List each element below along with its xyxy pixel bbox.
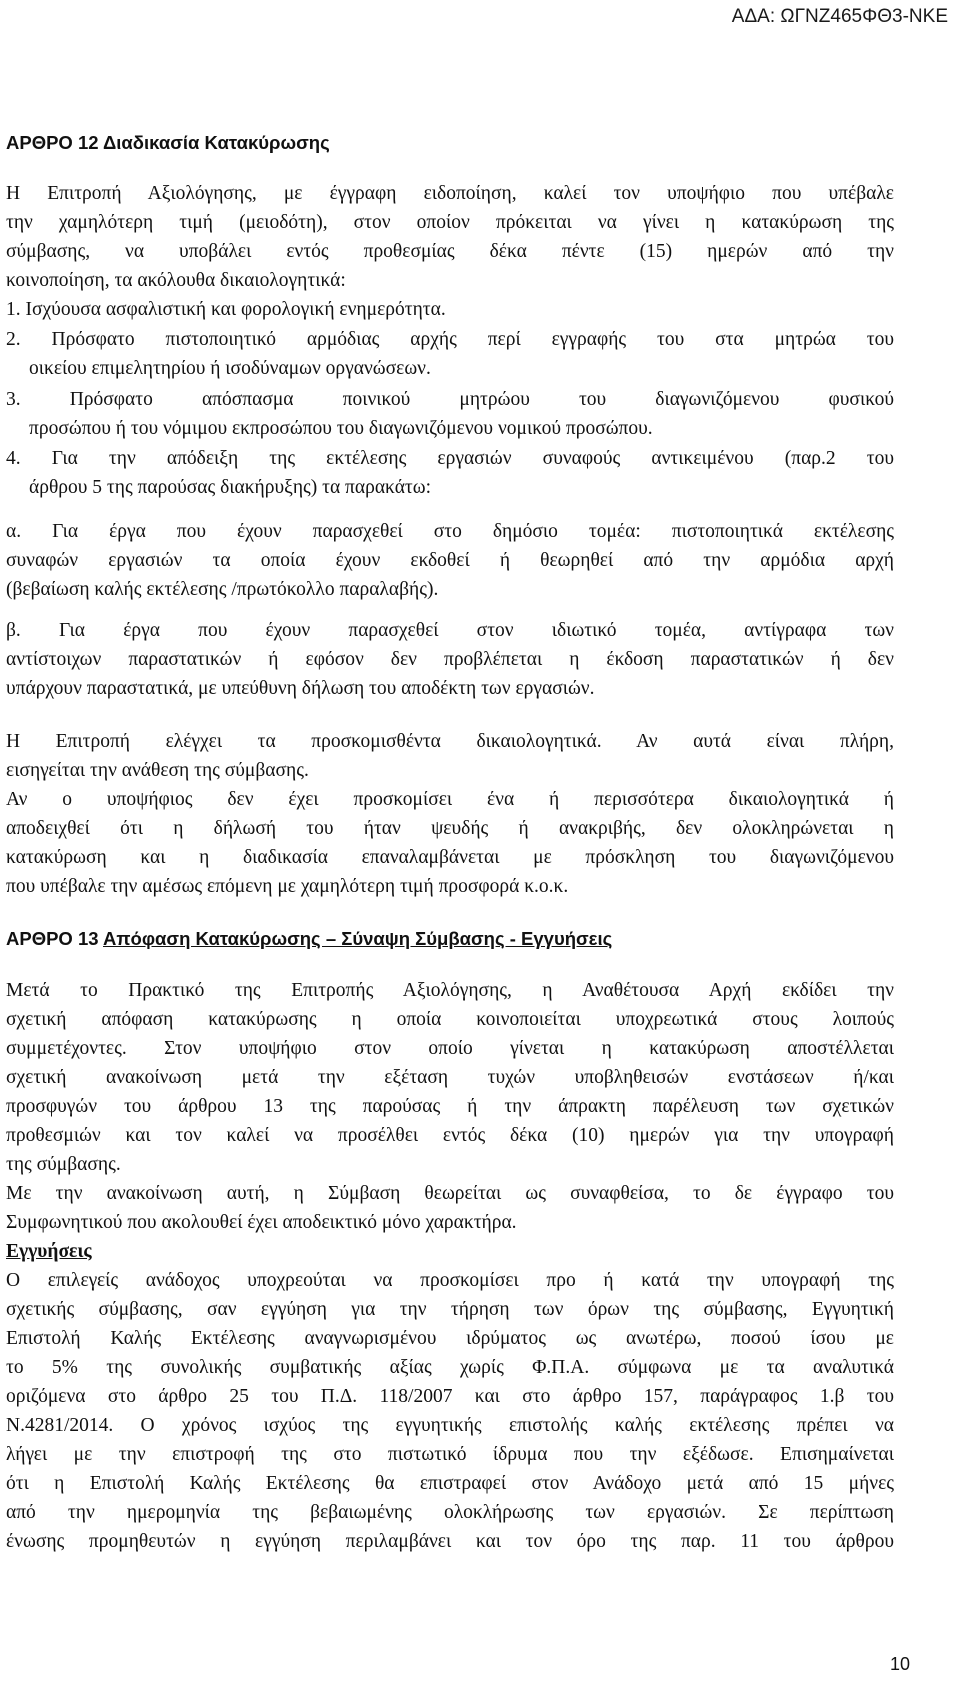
sub-item-a: (βεβαίωση καλής εκτέλεσης /πρωτόκολλο παραλαβής). xyxy=(6,579,439,600)
article-13-title-underlined: Απόφαση Κατακύρωσης – Σύναψη Σύμβασης - Εγγυήσεις xyxy=(103,928,613,949)
guarantees-line: Επιστολή Καλής Εκτέλεσης αναγνωρισμένου ιδρύματος ως ανωτέρω, ποσού ίσου με xyxy=(6,1328,894,1349)
check-paragraph: εισηγείται την ανάθεση της σύμβασης. xyxy=(6,760,309,781)
sub-item-a: συναφών εργασιών τα οποία έχουν εκδοθεί ή θεωρηθεί από την αρμόδια αρχή xyxy=(6,550,894,571)
article-13-body: συμμετέχοντες. Στον υποψήφιο στον οποίο γίνεται η κατακύρωση αποστέλλεται xyxy=(6,1038,894,1059)
guarantees-line: ένωσης προμηθευτών η εγγύηση περιλαμβάνει και τον όρο της παρ. 11 του άρθρου xyxy=(6,1531,894,1552)
list-item-1: 1. Ισχύουσα ασφαλιστική και φορολογική ενημερότητα. xyxy=(6,299,446,320)
sub-item-b: αντίστοιχων παραστατικών ή εφόσον δεν προβλέπεται η έκδοση παραστατικών ή δεν xyxy=(6,649,894,670)
article-13-body: σχετική απόφαση κατακύρωσης η οποία κοινοποιείται υποχρεωτικά στους λοιπούς xyxy=(6,1009,894,1030)
check-paragraph: Αν ο υποψήφιος δεν έχει προσκομίσει ένα ή περισσότερα δικαιολογητικά ή xyxy=(6,789,894,810)
check-paragraph: κατακύρωση και η διαδικασία επαναλαμβάνεται με πρόσκληση του διαγωνιζόμενου xyxy=(6,847,894,868)
list-item-2-cont: οικείου επιμελητηρίου ή ισοδύναμων οργανώσεων. xyxy=(29,358,431,379)
guarantees-line: λήγει με την επιστροφή της στο πιστωτικό ίδρυμα που την εξέδωσε. Επισημαίνεται xyxy=(6,1444,894,1465)
guarantees-line: από την ημερομηνία της βεβαιωμένης ολοκλήρωσης των εργασιών. Σε περίπτωση xyxy=(6,1502,894,1523)
article-13-body: Συμφωνητικού που ακολουθεί έχει αποδεικτικό μόνο χαρακτήρα. xyxy=(6,1212,517,1233)
article-12-title: ΑΡΘΡΟ 12 Διαδικασία Κατακύρωσης xyxy=(6,132,330,153)
guarantees-heading: Εγγυήσεις xyxy=(6,1241,92,1262)
check-paragraph: που υπέβαλε την αμέσως επόμενη με χαμηλότερη τιμή προσφορά κ.ο.κ. xyxy=(6,876,569,897)
check-paragraph: αποδειχθεί ότι η δήλωσή του ήταν ψευδής ή ανακριβής, δεν ολοκληρώνεται η xyxy=(6,818,894,839)
article-13-body: Μετά το Πρακτικό της Επιτροπής Αξιολόγησης, η Αναθέτουσα Αρχή εκδίδει την xyxy=(6,980,894,1001)
guarantees-line: το 5% της συνολικής συμβατικής αξίας χωρίς Φ.Π.Α. σύμφωνα με τα αναλυτικά xyxy=(6,1357,894,1378)
list-item-3-cont: προσώπου ή του νόμιμου εκπροσώπου του διαγωνιζόμενου νομικού προσώπου. xyxy=(29,418,653,439)
list-item-4-cont: άρθρου 5 της παρούσας διακήρυξης) τα παρακάτω: xyxy=(29,477,432,498)
list-item-3: 3. Πρόσφατο απόσπασμα ποινικού μητρώου του διαγωνιζόμενου φυσικού xyxy=(6,389,894,410)
page-number: 10 xyxy=(889,1654,910,1674)
sub-item-b: υπάρχουν παραστατικά, με υπεύθυνη δήλωση του αποδέκτη των εργασιών. xyxy=(6,678,595,699)
sub-item-a: α. Για έργα που έχουν παρασχεθεί στο δημόσιο τομέα: πιστοποιητικά εκτέλεσης xyxy=(6,521,894,542)
check-paragraph: Η Επιτροπή ελέγχει τα προσκομισθέντα δικαιολογητικά. Αν αυτά είναι πλήρη, xyxy=(6,731,894,752)
article-13-body: της σύμβασης. xyxy=(6,1154,121,1175)
intro-line: κοινοποίηση, τα ακόλουθα δικαιολογητικά: xyxy=(6,270,346,291)
sub-item-b: β. Για έργα που έχουν παρασχεθεί στον ιδιωτικό τομέα, αντίγραφα των xyxy=(6,620,894,641)
list-item-4: 4. Για την απόδειξη της εκτέλεσης εργασιών συναφούς αντικειμένου (παρ.2 του xyxy=(6,448,894,469)
guarantees-line: Ν.4281/2014. Ο χρόνος ισχύος της εγγυητικής επιστολής καλής εκτέλεσης πρέπει να xyxy=(6,1415,894,1436)
guarantees-line: ότι η Επιστολή Καλής Εκτέλεσης θα επιστραφεί στον Ανάδοχο μετά από 15 μήνες xyxy=(6,1473,894,1494)
article-13-body: σχετική ανακοίνωση μετά την εξέταση τυχών υποβληθεισών ενστάσεων ή/και xyxy=(6,1067,894,1088)
intro-line: Η Επιτροπή Αξιολόγησης, με έγγραφη ειδοποίηση, καλεί τον υποψήφιο που υπέβαλε xyxy=(6,183,894,204)
ada-code: ΑΔΑ: ΩΓΝΖ465ΦΘ3-ΝΚΕ xyxy=(731,6,948,27)
article-13-body: Με την ανακοίνωση αυτή, η Σύμβαση θεωρείται ως συναφθείσα, το δε έγγραφο του xyxy=(6,1183,894,1204)
guarantees-line: οριζόμενα στο άρθρο 25 του Π.Δ. 118/2007 και στο άρθρο 157, παράγραφος 1.β του xyxy=(6,1386,894,1407)
article-13-title-prefix: ΑΡΘΡΟ 13 xyxy=(6,928,103,949)
guarantees-line: σχετικής σύμβασης, σαν εγγύηση για την τήρηση των όρων της σύμβασης, Εγγυητική xyxy=(6,1299,894,1320)
article-13-body: προθεσμιών και τον καλεί να προσέλθει εντός δέκα (10) ημερών για την υπογραφή xyxy=(6,1125,894,1146)
article-13-title xyxy=(6,928,612,950)
guarantees-line: Ο επιλεγείς ανάδοχος υποχρεούται να προσκομίσει προ ή κατά την υπογραφή της xyxy=(6,1270,894,1291)
article-13-body: προσφυγών του άρθρου 13 της παρούσας ή την άπρακτη παρέλευση των σχετικών xyxy=(6,1096,894,1117)
intro-line: την χαμηλότερη τιμή (μειοδότη), στον οποίον πρόκειται να γίνει η κατακύρωση της xyxy=(6,212,894,233)
list-item-2: 2. Πρόσφατο πιστοποιητικό αρμόδιας αρχής περί εγγραφής του στα μητρώα του xyxy=(6,329,894,350)
intro-line: σύμβασης, να υποβάλει εντός προθεσμίας δέκα πέντε (15) ημερών από την xyxy=(6,241,894,262)
